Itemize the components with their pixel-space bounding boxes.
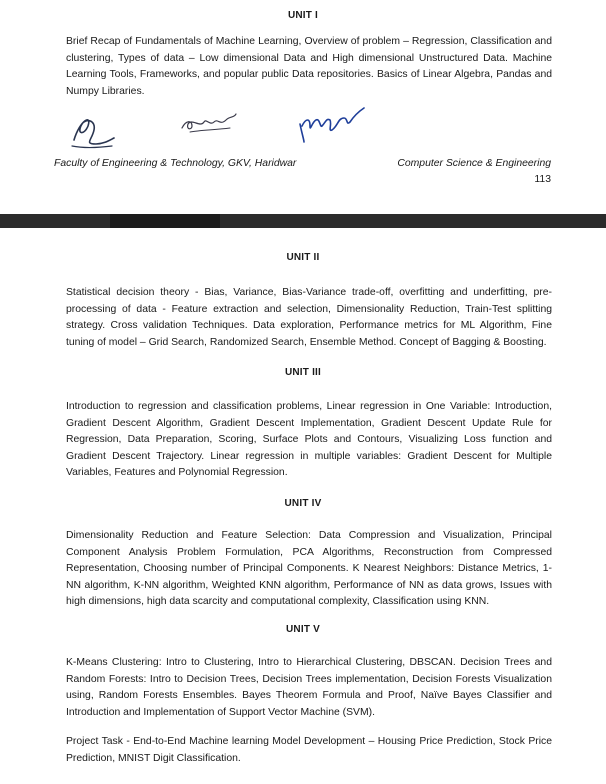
unit-3-paragraph: Introduction to regression and classification problems, Linear regression in One Variable: Introduction, Gradient Descent Algorithm, Gradient Descent Implementation, Gradient Descent Update Rule for Regression, Data Preparation, Scoring, Surface Plots and Contours, Visualizing Loss function and Gradient Descent Trajectory. Linear regression in multiple variables: Gradient Descent for Multiple Variables, Features and Polynomial Regression. (66, 401, 552, 479)
unit-5-heading: UNIT V (286, 624, 320, 635)
separator-shade (110, 214, 220, 228)
unit-2-heading: UNIT II (286, 252, 320, 263)
page-number: 113 (534, 174, 551, 185)
unit-1-paragraph: Brief Recap of Fundamentals of Machine Learning, Overview of problem – Regression, Classification and clustering, Types of data – Low dimensional Data and High dimensional Unstructured Data. Machine Learning Tools, Frameworks, and popular public Data repositories. Basics of Linear Algebra, Pandas and Numpy Libraries. (66, 36, 552, 97)
unit-3-heading: UNIT III (284, 367, 322, 378)
page-top (0, 0, 606, 214)
unit-1-heading: UNIT I (287, 10, 319, 21)
signature-3-icon (298, 104, 368, 144)
page-separator (0, 214, 606, 228)
page-bottom (0, 228, 606, 784)
signature-1-icon (66, 110, 118, 152)
unit-4-heading: UNIT IV (284, 498, 322, 509)
footer-faculty: Faculty of Engineering & Technology, GKV, Haridwar (54, 158, 297, 169)
unit-5-paragraph: K-Means Clustering: Intro to Clustering, Intro to Hierarchical Clustering, DBSCAN. Decision Trees and Random Forests: Intro to Decision Trees, Decision Trees implementation, Decision Forests Visualization using, Random Forests Ensembles. Bayes Theorem Formula and Proof, Naïve Bayes Classifier and Introduction and Implementation of Support Vector Machine (SVM). (66, 657, 552, 718)
footer-department: Computer Science & Engineering (397, 158, 551, 169)
unit-2-paragraph: Statistical decision theory - Bias, Variance, Bias-Variance trade-off, overfitting and underfitting, pre-processing of data - Feature extraction and selection, Dimensionality Reduction, Train-Test splitting strategy. Cross validation Techniques. Data exploration, Performance metrics for ML Algorithm, Fine tuning of model – Grid Search, Randomized Search, Ensemble Method. Concept of Bagging & Boosting. (66, 287, 552, 348)
unit-4-paragraph: Dimensionality Reduction and Feature Selection: Data Compression and Visualization, Principal Component Analysis Problem Formulation, PCA Algorithms, Reconstruction from Compressed Representation, Choosing number of Principal Components. K Nearest Neighbors: Distance Metrics, 1-NN algorithm, K-NN algorithm, Weighted KNN algorithm, Performance of NN as data grows, Issues with high dimensions, high data scarcity and computational complexity, Classification using KNN. (66, 530, 552, 608)
project-task-paragraph: Project Task - End-to-End Machine learning Model Development – Housing Price Prediction, Stock Price Prediction, MNIST Digit Classification. (66, 736, 552, 764)
signature-2-icon (180, 110, 238, 136)
